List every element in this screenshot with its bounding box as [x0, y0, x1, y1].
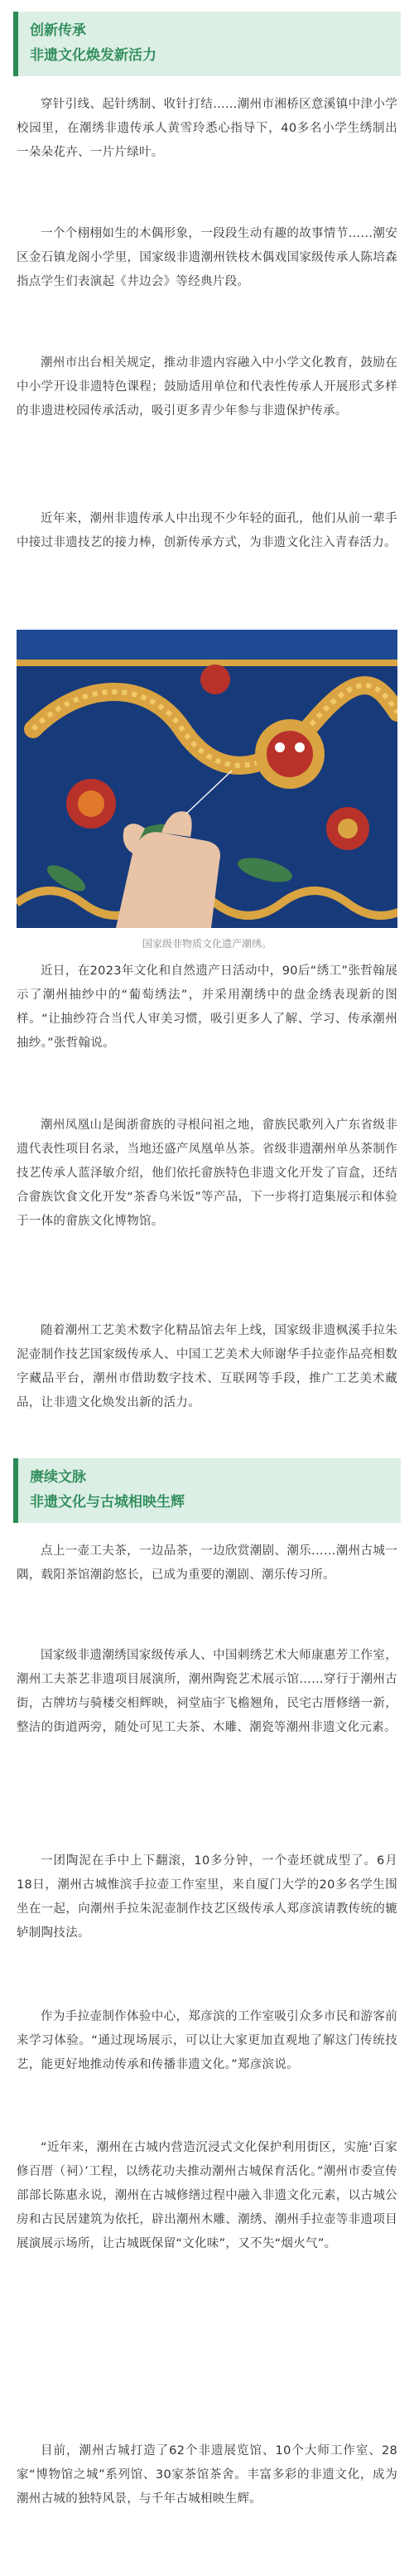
- section-header-heritage: [13, 1458, 401, 1523]
- paragraph: 随着潮州工艺美术数字化精品馆去年上线，国家级非遗枫溪手拉朱泥壶制作技艺国家级传承人、中国工艺美术大师谢华手拉壶作品亮相数字藏品平台，潮州市借助数字技术、互联网等手段，推广工艺美术藏品，让非遗文化焕发出新的活力。: [17, 1324, 397, 1409]
- paragraph: 目前，潮州古城打造了62个非遗展览馆、10个大师工作室、28家“博物馆之城”系列馆、30家茶馆茶舍。丰富多彩的非遗文化，成为潮州古城的独特风景，与千年古城相映生辉。: [17, 2444, 397, 2506]
- paragraph: “近年来，潮州在古城内营造沉浸式文化保护利用街区，实施‘百家修百厝（祠）’工程，以绣花功夫推动潮州古城保育活化。”潮州市委宣传部部长陈惠永说，潮州在古城修缮过程中融入非遗文化元素，以古城公房和古民居建筑为依托，辟出潮州木雕、潮绣、潮州手拉壶等非遗项目展演展示场所，让古城既保留“文化味”，又不失“烟火气”。: [17, 2141, 397, 2250]
- paragraph: 一团陶泥在手中上下翻滚，10多分钟，一个壶坯就成型了。6月18日，潮州古城惟滨手拉壶工作室里，来自厦门大学的20多名学生围坐在一起，向潮州手拉朱泥壶制作技艺区级传承人郑彦滨请教传统的辘轳制陶技法。: [17, 1854, 397, 1940]
- paragraph: 穿针引线、起针绣制、收针打结……潮州市湘桥区意溪镇中津小学校园里，在潮绣非遗传承人黄雪玲悉心指导下，40多名小学生绣制出一朵朵花卉、一片片绿叶。: [17, 98, 397, 159]
- paragraph: 潮州市出台相关规定，推动非遗内容融入中小学文化教育，鼓励在中小学开设非遗特色课程；鼓励适用单位和代表性传承人开展形式多样的非遗进校园传承活动，吸引更多青少年参与非遗保护传承。: [17, 356, 397, 418]
- section-title: 赓续文脉: [30, 1469, 86, 1486]
- section-subtitle: 非遗文化与古城相映生辉: [30, 1494, 185, 1510]
- section-title: 创新传承: [30, 22, 86, 39]
- embroidery-photo: [17, 630, 397, 928]
- section-header-innovation: [13, 12, 401, 76]
- section-subtitle: 非遗文化焕发新活力: [30, 47, 156, 64]
- paragraph: 作为手拉壶制作体验中心，郑彦滨的工作室吸引众多市民和游客前来学习体验。“通过现场展示，可以让大家更加直观地了解这门传统技艺，能更好地推动传承和传播非遗文化。”郑彦滨说。: [17, 2010, 397, 2071]
- paragraph: 近年来，潮州非遗传承人中出现不少年轻的面孔，他们从前一辈手中接过非遗技艺的接力棒，创新传承方式，为非遗文化注入青春活力。: [17, 512, 397, 549]
- paragraph: 国家级非遗潮绣国家级传承人、中国刺绣艺术大师康惠芳工作室，潮州工夫茶艺非遗项目展演所，潮州陶瓷艺术展示馆……穿行于潮州古街，古牌坊与骑楼交相辉映，祠堂庙宇飞檐翘角，民宅古厝修缮一新，整洁的街道两旁，随处可见工夫茶、木雕、潮瓷等潮州非遗文化元素。: [17, 1649, 397, 1734]
- paragraph: 点上一壶工夫茶，一边品茶，一边欣赏潮剧、潮乐……潮州古城一隅，载阳茶馆潮韵悠长，已成为重要的潮剧、潮乐传习所。: [17, 1544, 397, 1582]
- paragraph: 潮州凤凰山是闽浙畲族的寻根问祖之地，畲族民歌列入广东省级非遗代表性项目名录，当地还盛产凤凰单丛茶。省级非遗潮州单丛茶制作技艺传承人蓝泽敏介绍，他们依托畲族特色非遗文化开发了盲盒，还结合畲族饮食文化开发“茶香乌米饭”等产品，下一步将打造集展示和体验于一体的畲族文化博物馆。: [17, 1119, 397, 1228]
- photo-caption: 国家级非物质文化遗产潮绣。: [142, 938, 272, 950]
- paragraph: 近日，在2023年文化和自然遗产日活动中，90后“绣工”张哲翰展示了潮州抽纱中的“葡萄绣法”，并采用潮绣中的盘金绣表现新的图样。“让抽纱符合当代人审美习惯，吸引更多人了解、学习、传承潮州抽纱。”张哲翰说。: [17, 964, 397, 1050]
- paragraph: 一个个栩栩如生的木偶形象，一段段生动有趣的故事情节……潮安区金石镇龙阁小学里，国家级非遗潮州铁枝木偶戏国家级传承人陈培森指点学生们表演起《井边会》等经典片段。: [17, 227, 397, 288]
